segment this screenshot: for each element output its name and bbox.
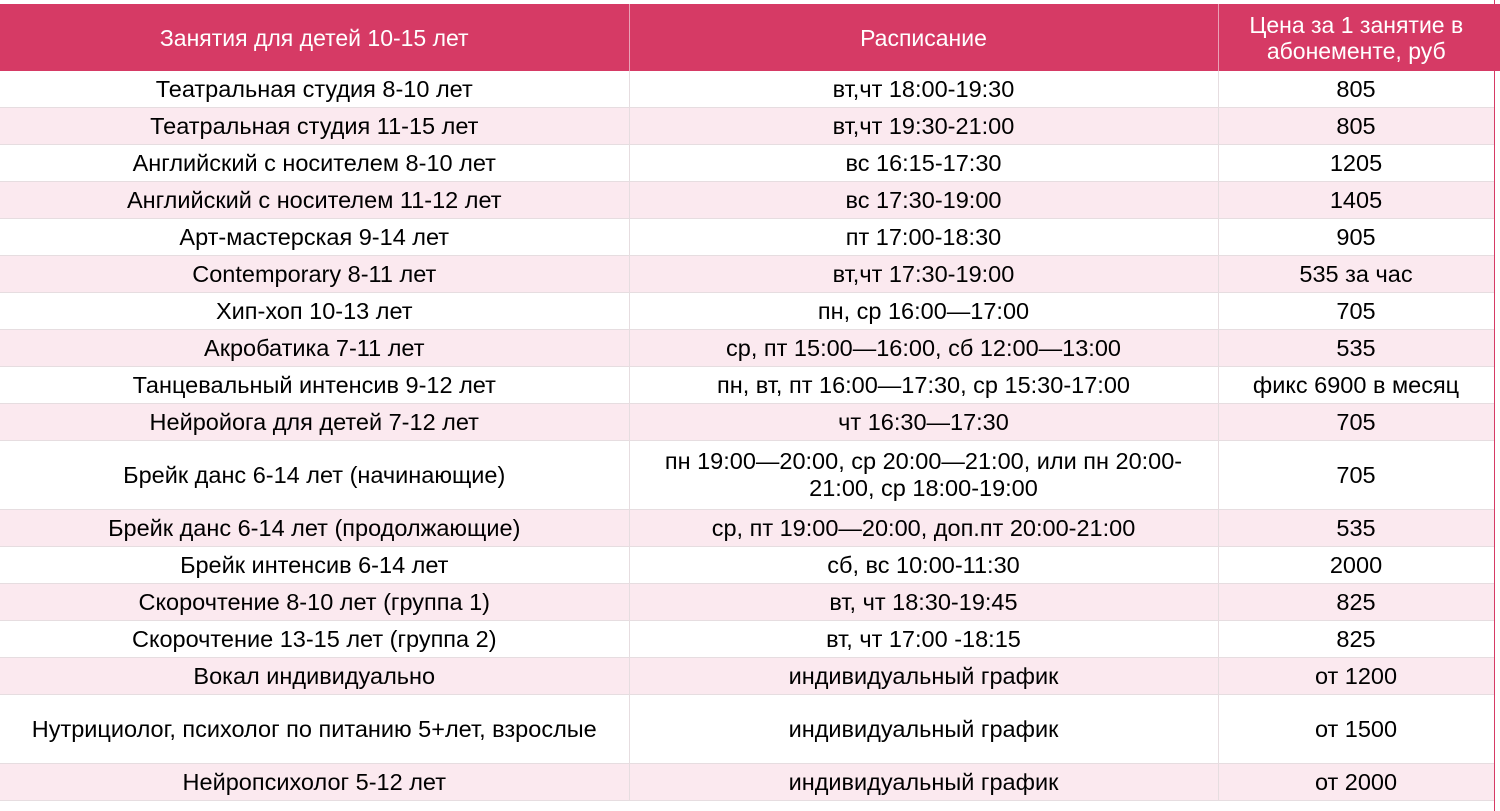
cell-price[interactable]: 705 bbox=[1218, 293, 1494, 330]
cell-activity[interactable]: Скорочтение 8-10 лет (группа 1) bbox=[0, 584, 629, 621]
table-row bbox=[0, 441, 1494, 510]
cell-activity[interactable]: Танцевальный интенсив 9-12 лет bbox=[0, 367, 629, 404]
cell-price[interactable]: 1205 bbox=[1218, 145, 1494, 182]
cell-schedule[interactable]: индивидуальный график bbox=[629, 695, 1218, 764]
cell-price[interactable]: 805 bbox=[1218, 71, 1494, 108]
cell-price[interactable]: 805 bbox=[1218, 108, 1494, 145]
header-cell-price[interactable]: Цена за 1 занятие в абонементе, руб bbox=[1218, 4, 1494, 71]
cell-price[interactable]: 2000 bbox=[1218, 547, 1494, 584]
cell-activity[interactable]: Брейк интенсив 6-14 лет bbox=[0, 547, 629, 584]
schedule-table bbox=[0, 4, 1495, 801]
cell-schedule[interactable]: пт 17:00-18:30 bbox=[629, 219, 1218, 256]
cell-schedule[interactable]: сб, вс 10:00-11:30 bbox=[629, 547, 1218, 584]
table-row bbox=[0, 621, 1494, 658]
cell-price[interactable]: 1405 bbox=[1218, 182, 1494, 219]
table-row bbox=[0, 108, 1494, 145]
table-row bbox=[0, 293, 1494, 330]
table-row bbox=[0, 219, 1494, 256]
table-row bbox=[0, 584, 1494, 621]
cell-price[interactable]: от 1500 bbox=[1218, 695, 1494, 764]
table-row bbox=[0, 330, 1494, 367]
cell-price[interactable]: от 1200 bbox=[1218, 658, 1494, 695]
cell-activity[interactable]: Скорочтение 13-15 лет (группа 2) bbox=[0, 621, 629, 658]
table-row bbox=[0, 510, 1494, 547]
table-row bbox=[0, 256, 1494, 293]
cell-activity[interactable]: Нейропсихолог 5-12 лет bbox=[0, 764, 629, 801]
header-cell-activity[interactable]: Занятия для детей 10-15 лет bbox=[0, 4, 629, 71]
cell-schedule[interactable]: индивидуальный график bbox=[629, 658, 1218, 695]
cell-activity[interactable]: Брейк данс 6-14 лет (начинающие) bbox=[0, 441, 629, 510]
cell-schedule[interactable]: вс 17:30-19:00 bbox=[629, 182, 1218, 219]
cell-activity[interactable]: Нутрициолог, психолог по питанию 5+лет, взрослые bbox=[0, 695, 629, 764]
header-cell-schedule[interactable]: Расписание bbox=[629, 4, 1218, 71]
cell-price[interactable]: фикс 6900 в месяц bbox=[1218, 367, 1494, 404]
cell-schedule[interactable]: пн 19:00—20:00, ср 20:00—21:00, или пн 20:00-21:00, ср 18:00-19:00 bbox=[629, 441, 1218, 510]
cell-activity[interactable]: Хип-хоп 10-13 лет bbox=[0, 293, 629, 330]
cell-price[interactable]: 535 bbox=[1218, 330, 1494, 367]
next-column-edge bbox=[1494, 0, 1500, 811]
cell-price[interactable]: 705 bbox=[1218, 441, 1494, 510]
table-row bbox=[0, 367, 1494, 404]
cell-price[interactable]: 825 bbox=[1218, 584, 1494, 621]
table-row bbox=[0, 404, 1494, 441]
table-row bbox=[0, 764, 1494, 801]
cell-activity[interactable]: Брейк данс 6-14 лет (продолжающие) bbox=[0, 510, 629, 547]
cell-activity[interactable]: Английский с носителем 11-12 лет bbox=[0, 182, 629, 219]
cell-schedule[interactable]: вт, чт 17:00 -18:15 bbox=[629, 621, 1218, 658]
cell-price[interactable]: 825 bbox=[1218, 621, 1494, 658]
cell-schedule[interactable]: индивидуальный график bbox=[629, 764, 1218, 801]
table-row bbox=[0, 695, 1494, 764]
cell-schedule[interactable]: вт,чт 17:30-19:00 bbox=[629, 256, 1218, 293]
table-row bbox=[0, 547, 1494, 584]
cell-price[interactable]: от 2000 bbox=[1218, 764, 1494, 801]
cell-price[interactable]: 535 bbox=[1218, 510, 1494, 547]
cell-schedule[interactable]: пн, вт, пт 16:00—17:30, ср 15:30-17:00 bbox=[629, 367, 1218, 404]
cell-activity[interactable]: Вокал индивидуально bbox=[0, 658, 629, 695]
cell-schedule[interactable]: вт,чт 19:30-21:00 bbox=[629, 108, 1218, 145]
cell-price[interactable]: 905 bbox=[1218, 219, 1494, 256]
cell-activity[interactable]: Английский с носителем 8-10 лет bbox=[0, 145, 629, 182]
cell-price[interactable]: 705 bbox=[1218, 404, 1494, 441]
cell-schedule[interactable]: вт,чт 18:00-19:30 bbox=[629, 71, 1218, 108]
cell-activity[interactable]: Театральная студия 11-15 лет bbox=[0, 108, 629, 145]
header-row bbox=[0, 4, 1494, 71]
next-column-header-edge bbox=[1495, 4, 1500, 71]
cell-price[interactable]: 535 за час bbox=[1218, 256, 1494, 293]
cell-activity[interactable]: Театральная студия 8-10 лет bbox=[0, 71, 629, 108]
cell-activity[interactable]: Арт-мастерская 9-14 лет bbox=[0, 219, 629, 256]
cell-schedule[interactable]: ср, пт 19:00—20:00, доп.пт 20:00-21:00 bbox=[629, 510, 1218, 547]
table-row bbox=[0, 658, 1494, 695]
cell-schedule[interactable]: вс 16:15-17:30 bbox=[629, 145, 1218, 182]
cell-activity[interactable]: Нейройога для детей 7-12 лет bbox=[0, 404, 629, 441]
cell-schedule[interactable]: пн, ср 16:00—17:00 bbox=[629, 293, 1218, 330]
table-row bbox=[0, 182, 1494, 219]
cell-activity[interactable]: Акробатика 7-11 лет bbox=[0, 330, 629, 367]
cell-activity[interactable]: Contemporary 8-11 лет bbox=[0, 256, 629, 293]
table-row bbox=[0, 71, 1494, 108]
cell-schedule[interactable]: ср, пт 15:00—16:00, сб 12:00—13:00 bbox=[629, 330, 1218, 367]
cell-schedule[interactable]: чт 16:30—17:30 bbox=[629, 404, 1218, 441]
table-row bbox=[0, 145, 1494, 182]
cell-schedule[interactable]: вт, чт 18:30-19:45 bbox=[629, 584, 1218, 621]
